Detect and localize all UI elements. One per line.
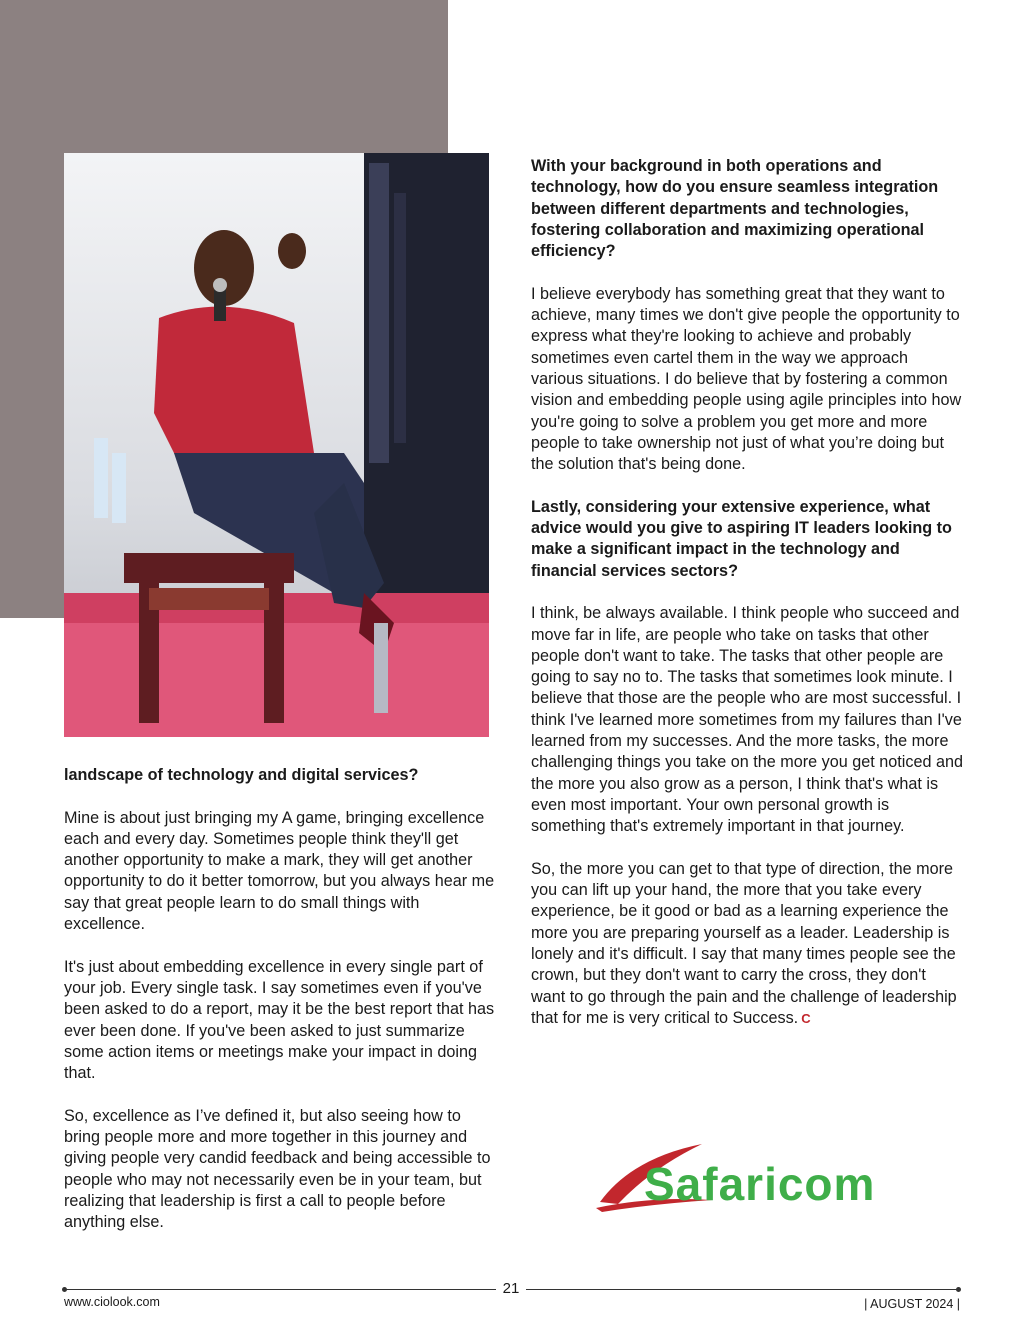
interview-answer: Mine is about just bringing my A game, bringing excellence each and every day. Sometimes people think they'll get another opportunity to make a mark, they will get another opportunity to do it better tomorrow, but you always hear me say that great people learn to do small things with excellence.	[64, 808, 495, 934]
website-link[interactable]: www.ciolook.com	[64, 1295, 160, 1309]
left-text-column	[64, 765, 496, 1255]
interview-question: Lastly, considering your extensive experience, what advice would you give to aspiring IT leaders looking to make a significant impact in the technology and financial services sectors?	[531, 497, 952, 580]
right-text-column	[531, 156, 963, 1050]
footer-rule-end-right	[956, 1287, 961, 1292]
logo-text: Safaricom	[644, 1158, 876, 1210]
interview-answer: I think, be always available. I think people who succeed and move far in life, are people who take on tasks that other people don't want to take. The tasks that other people are going to say no to. The tasks that sometimes look minute. I believe that those are the people who are most successful. I think I've learned more sometimes from my failures than I've learned from my successes. And the more tasks, the more challenging things you take on the more you get noticed and the more you also grow as a person, I think that's what is even most important. Your own personal growth is something that's extremely important in that journey.	[531, 604, 963, 836]
speaker-on-stage-photo-icon	[64, 153, 489, 737]
interview-answer: So, excellence as I’ve defined it, but also seeing how to bring people more and more together in this journey and giving people very candid feedback and being accessible to people who may not necessarily even be in your team, but realizing that leadership is first a call to people before anything else.	[64, 1106, 491, 1232]
safaricom-logo	[592, 1138, 904, 1218]
interview-question: With your background in both operations and technology, how do you ensure seamless integration between different departments and technologies, fostering collaboration and maximizing operational efficiency?	[531, 157, 939, 261]
final-answer-text: So, the more you can get to that type of direction, the more you can lift up your hand, the more that you take every experience, be it good or bad as a learning experience the more you are preparing yourself as a leader. Leadership is lonely and it's difficult. I say that many times people see the crown, but they don't want to carry the cross, they don't want to go through the pain and the challenge of leadership that for me is very critical to Success.	[531, 859, 957, 1027]
page-number: 21	[496, 1279, 526, 1299]
interview-answer: It's just about embedding excellence in every single part of your job. Every single task. I say sometimes even if you've been asked to do a report, may it be the best report that has ever been done. If you've been asked to just summarize some action items or meetings make your impact in doing that.	[64, 957, 495, 1083]
footer-rule-end-left	[62, 1287, 67, 1292]
safaricom-logo-icon	[592, 1138, 904, 1218]
end-of-article-mark: C	[801, 1010, 811, 1026]
interview-question: landscape of technology and digital services?	[64, 766, 419, 784]
interview-answer-final	[531, 859, 963, 1029]
issue-date: | AUGUST 2024 |	[864, 1297, 960, 1311]
speaker-photo	[64, 153, 489, 737]
interview-answer: I believe everybody has something great that they want to achieve, many times we don't give people the opportunity to express what they're looking to achieve and probably sometimes even cartel them in the way we approach various situations. I do believe that by fostering a common vision and embedding people using agile principles into how you're going to solve a problem you get more and more people to take ownership not just of what you’re doing but the solution that's being done.	[531, 284, 962, 474]
